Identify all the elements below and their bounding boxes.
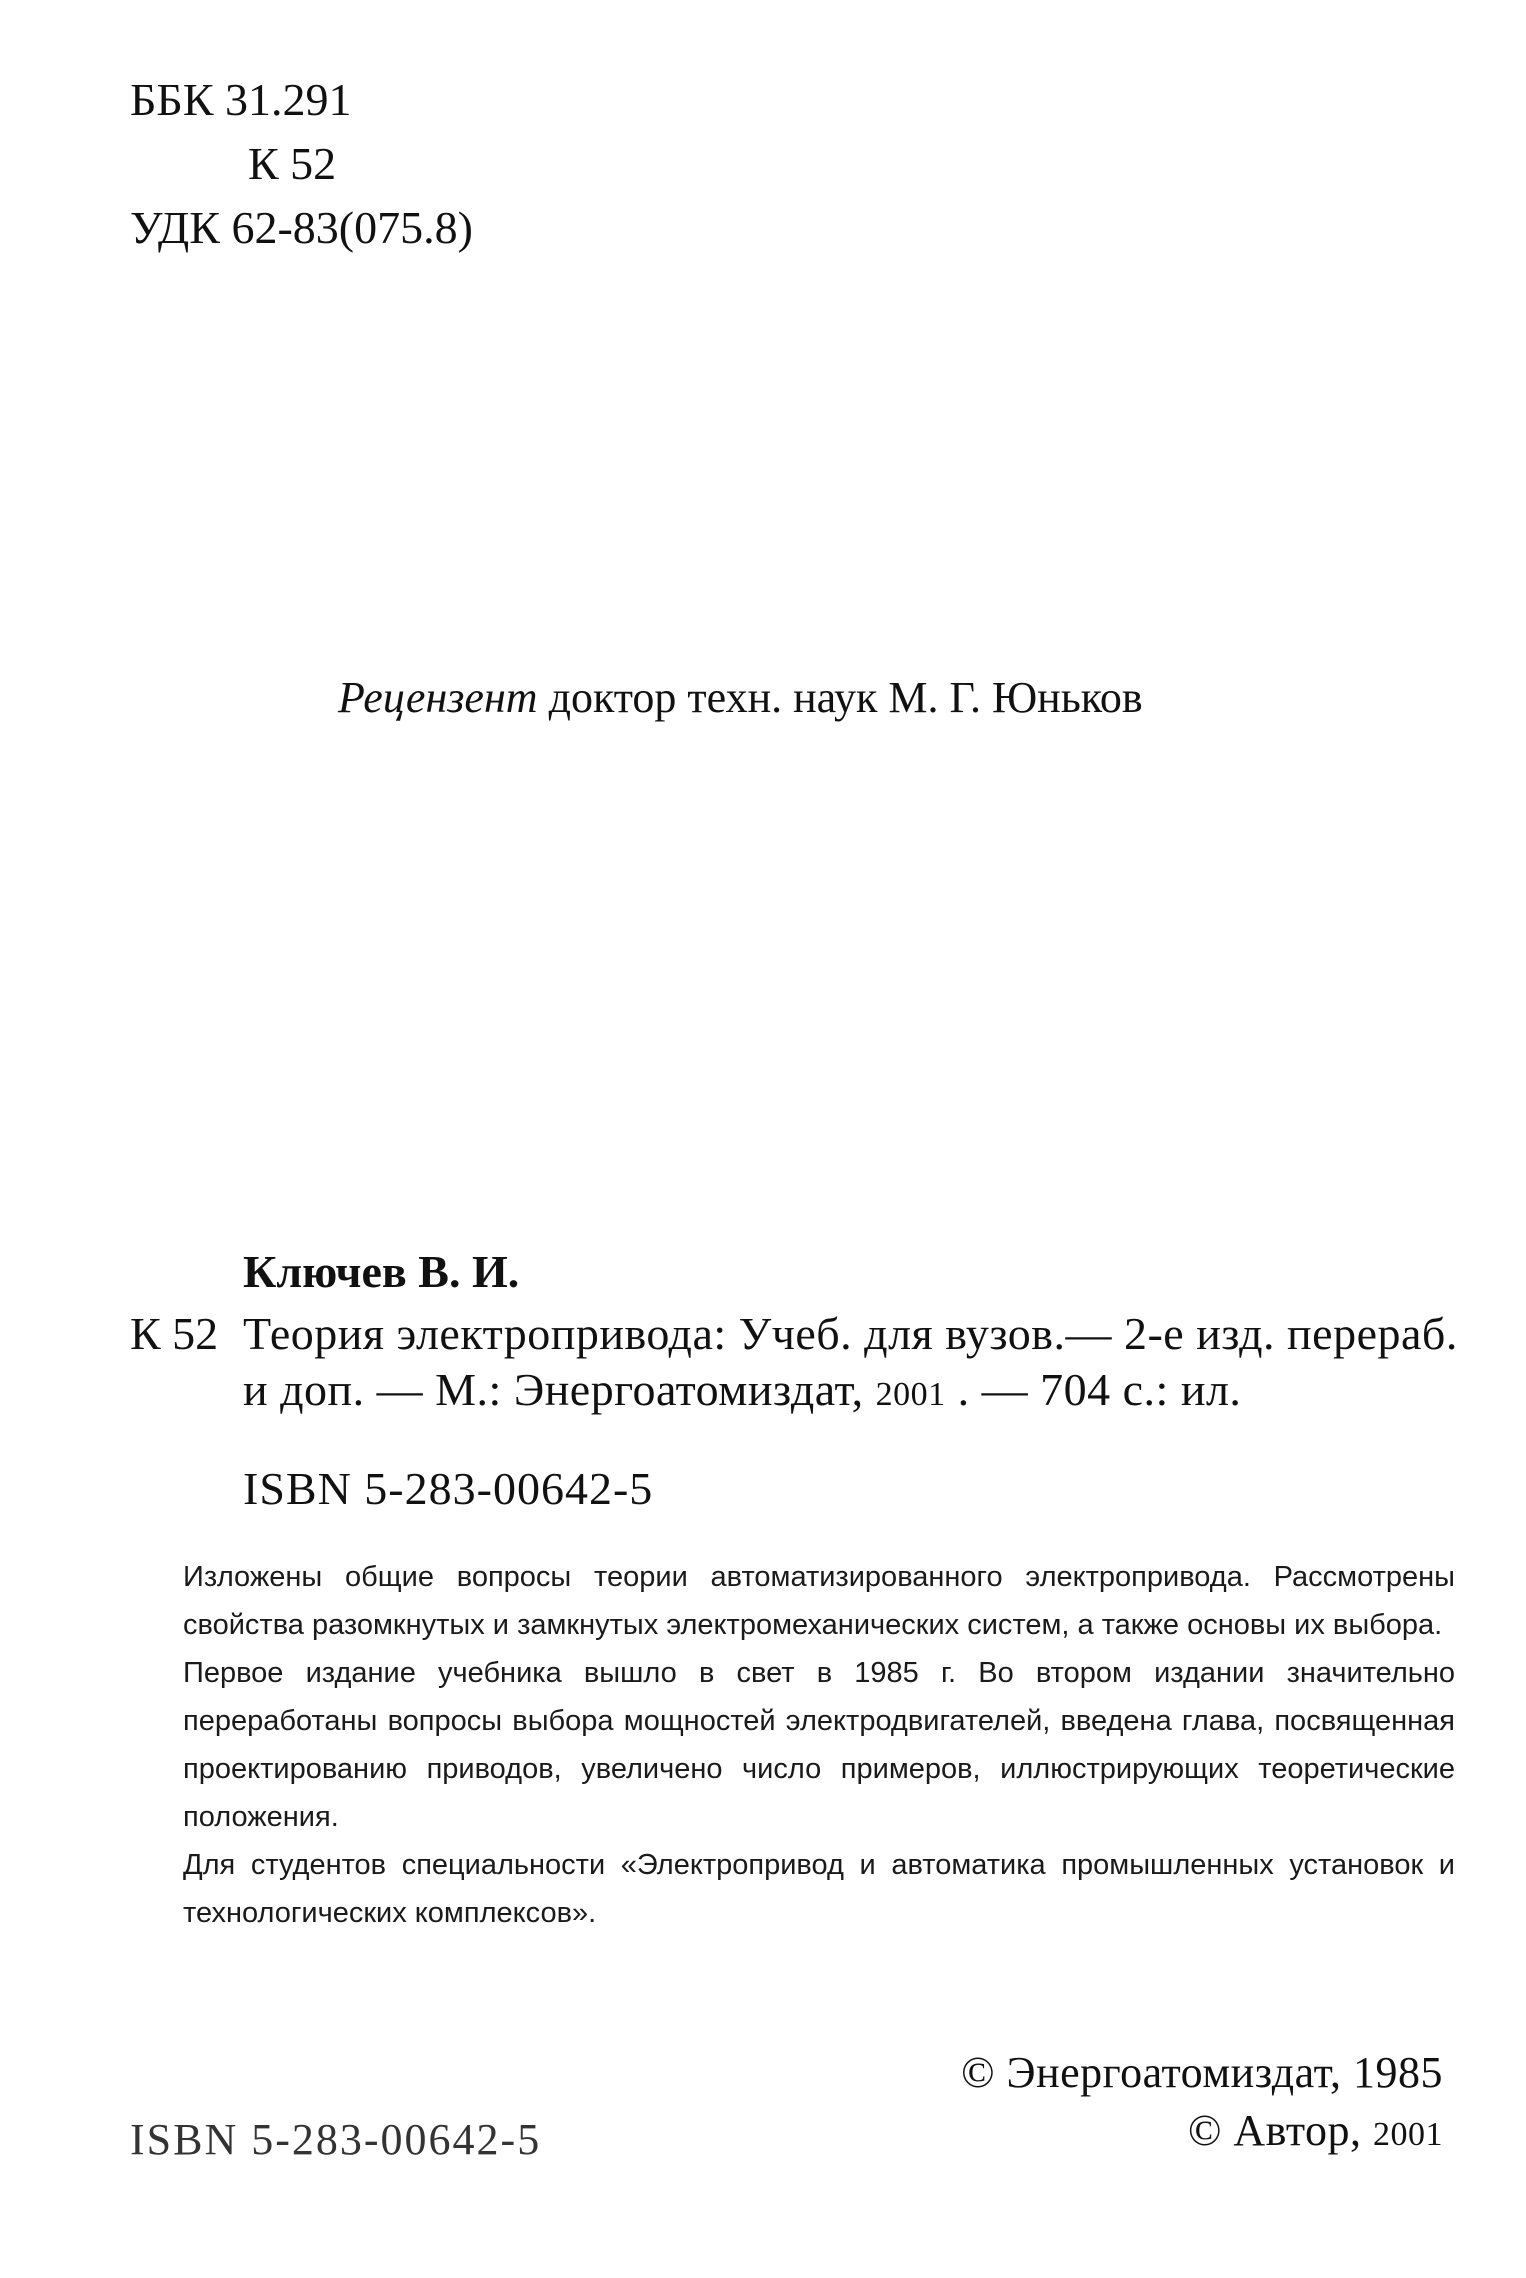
publication-year: 2001: [875, 1376, 946, 1413]
bbk-code: ББК 31.291: [130, 74, 352, 125]
publisher-prefix: и доп. — М.: Энергоатомиздат,: [243, 1364, 864, 1415]
annotation-paragraph-3: Для студентов специальности «Электропривод и автоматика промышленных установок и технологических комплексов».: [183, 1849, 1455, 1929]
reviewer-name: доктор техн. наук М. Г. Юньков: [548, 673, 1143, 722]
copyright-author-prefix: © Автор,: [1187, 2106, 1362, 2155]
catalog-code: К 52: [130, 1308, 219, 1359]
copyright-publisher: © Энергоатомиздат, 1985: [961, 2048, 1443, 2097]
reviewer-line: [338, 672, 1143, 723]
reviewer-role: Рецензент: [338, 673, 538, 722]
publisher-suffix: . — 704 с.: ил.: [957, 1364, 1242, 1415]
annotation-paragraph-2: Первое издание учебника вышло в свет в 1985 г. Во втором издании значительно переработаны вопросы выбора мощностей электродвигателей, введена глава, посвященная проектированию приводов, увеличено число примеров, иллюстрирующих теоретические положения.: [183, 1657, 1455, 1833]
copyright-author: [1188, 2105, 1443, 2156]
classification-block: [130, 68, 473, 260]
udk-code: УДК 62-83(075.8): [130, 202, 473, 253]
annotation-paragraph-1: Изложены общие вопросы теории автоматизированного электропривода. Рассмотрены свойства разомкнутых и замкнутых электромеханических систем, а также основы их выбора.: [183, 1561, 1455, 1641]
annotation: [183, 1553, 1455, 1937]
author-name: Ключев В. И.: [243, 1246, 520, 1297]
catalog-title-line: Теория электропривода: Учеб. для вузов.— 2-е изд. перераб.: [243, 1308, 1458, 1359]
catalog-publisher-line: [243, 1363, 1241, 1416]
author-code: К 52: [248, 138, 337, 189]
copyright-author-year: 2001: [1373, 2116, 1443, 2153]
isbn-main: ISBN 5-283-00642-5: [243, 1463, 654, 1514]
isbn-bottom: ISBN 5-283-00642-5: [130, 2115, 542, 2164]
